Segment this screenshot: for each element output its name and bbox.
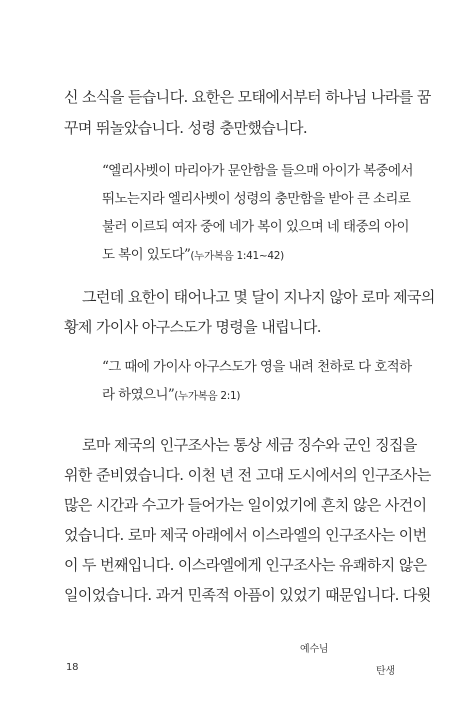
body-text-line: 이 두 번째입니다. 이스라엘에게 인구조사는 유쾌하지 않은 bbox=[64, 556, 427, 574]
body-text-line: 꾸며 뛰놀았습니다. 성령 충만했습니다. bbox=[64, 119, 308, 137]
quote-line: “그 때에 가이사 아구스도가 영을 내려 천하로 다 호적하 bbox=[102, 359, 412, 375]
body-text-line: 황제 가이사 아구스도가 명령을 내립니다. bbox=[64, 318, 321, 336]
body-text-line: 많은 시간과 수고가 들어가는 일이었기에 흔치 않은 사건이 bbox=[64, 496, 427, 514]
body-text-line: 로마 제국의 인구조사는 통상 세금 징수와 군인 징집을 bbox=[82, 436, 417, 454]
quote-line bbox=[102, 387, 402, 404]
chapter-title: 탄생 bbox=[376, 666, 395, 677]
quote-line: 뛰노는지라 엘리사벳이 성령의 충만함을 받아 큰 소리로 bbox=[102, 191, 411, 207]
page-number: 18 bbox=[66, 662, 79, 673]
scripture-citation: (누가복음 2:1) bbox=[174, 390, 241, 402]
quote-line bbox=[102, 247, 402, 264]
body-text-line: 신 소식을 듣습니다. 요한은 모태에서부터 하나님 나라를 꿈 bbox=[64, 88, 431, 106]
quote-line: 불러 이르되 여자 중에 네가 복이 있으며 네 태중의 아이 bbox=[102, 219, 409, 235]
body-text-line: 위한 준비였습니다. 이천 년 전 고대 도시에서의 인구조사는 bbox=[64, 466, 431, 484]
quote-line: “엘리사벳이 마리아가 문안함을 들으매 아이가 복중에서 bbox=[102, 163, 413, 179]
running-title: 예수님 bbox=[300, 644, 329, 655]
body-text-line: 일이었습니다. 과거 민족적 아픔이 있었기 때문입니다. 다윗 bbox=[64, 586, 431, 604]
quote-text: 라 하였으니” bbox=[102, 387, 175, 403]
scripture-citation: (누가복음 1:41~42) bbox=[190, 250, 284, 262]
quote-text: 도 복이 있도다” bbox=[102, 247, 191, 263]
body-text-line: 그런데 요한이 태어나고 몇 달이 지나지 않아 로마 제국의 bbox=[82, 288, 435, 306]
body-text-line: 었습니다. 로마 제국 아래에서 이스라엘의 인구조사는 이번 bbox=[64, 526, 427, 544]
